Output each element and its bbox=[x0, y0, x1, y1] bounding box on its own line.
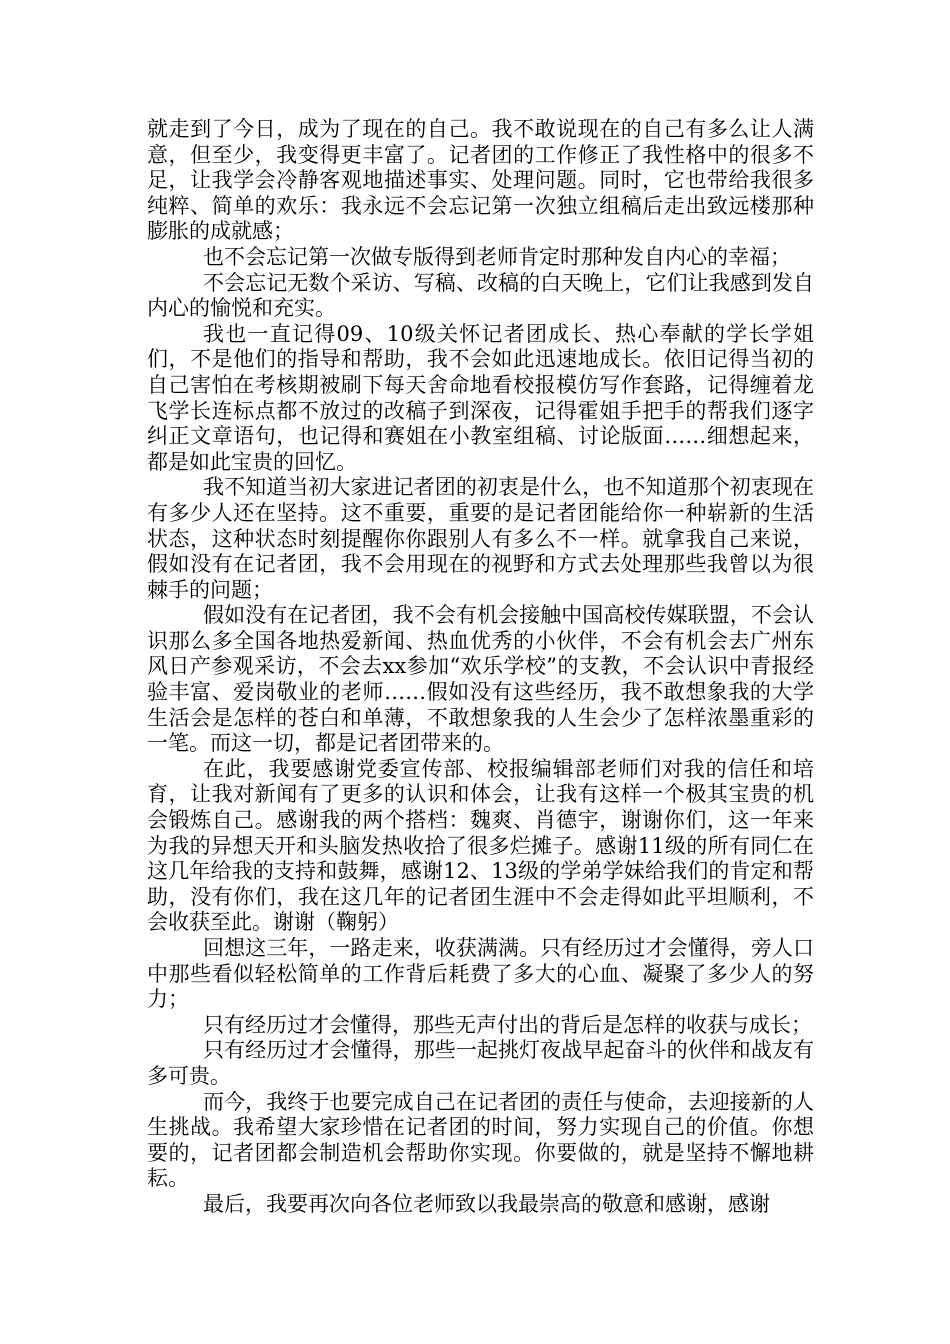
paragraph-6: 假如没有在记者团，我不会有机会接触中国高校传媒联盟，不会认识那么多全国各地热爱新闻、热血优秀的小伙伴，不会有机会去广州东风日产参观采访，不会去xx参加“欢乐学校”的支教，不会认识中青报经验丰富、爱岗敬业的老师……假如没有这些经历，我不敢想象我的大学生活会是怎样的苍白和单薄，不敢想象我的人生会少了怎样浓墨重彩的一笔。而这一切，都是记者团带来的。 bbox=[147, 603, 814, 756]
paragraph-3: 不会忘记无数个采访、写稿、改稿的白天晚上，它们让我感到发自内心的愉悦和充实。 bbox=[147, 270, 814, 321]
paragraph-12: 最后，我要再次向各位老师致以我最崇高的敬意和感谢，感谢 bbox=[203, 1191, 770, 1216]
paragraph-10: 只有经历过才会懂得，那些一起挑灯夜战早起奋斗的伙伴和战友有多可贵。 bbox=[147, 1038, 814, 1088]
paragraph-8: 回想这三年，一路走来，收获满满。只有经历过才会懂得，旁人口中那些看似轻松简单的工作背后耗费了多大的心血、凝聚了多少人的努力； bbox=[147, 936, 814, 1012]
paragraph-2: 也不会忘记第一次做专版得到老师肯定时那种发自内心的幸福； bbox=[203, 244, 791, 269]
paragraph-4: 我也一直记得09、10级关怀记者团成长、热心奉献的学长学姐们，不是他们的指导和帮助，我不会如此迅速地成长。依旧记得当初的自己害怕在考核期被刷下每天舍命地看校报模仿写作套路，记得缠着龙飞学长连标点都不放过的改稿子到深夜，记得霍姐手把手的帮我们逐字纠正文章语句，也记得和赛姐在小教室组稿、讨论版面……细想起来，都是如此宝贵的回忆。 bbox=[147, 321, 814, 474]
paragraph-11: 而今，我终于也要完成自己在记者团的责任与使命，去迎接新的人生挑战。我希望大家珍惜在记者团的时间，努力实现自己的价值。你想要的，记者团都会制造机会帮助你实现。你要做的，就是坚持不懈地耕耘。 bbox=[147, 1089, 814, 1191]
document-page bbox=[147, 117, 814, 1218]
paragraph-9: 只有经历过才会懂得，那些无声付出的背后是怎样的收获与成长； bbox=[203, 1012, 812, 1037]
paragraph-1: 就走到了今日，成为了现在的自己。我不敢说现在的自己有多么让人满意，但至少，我变得更丰富了。记者团的工作修正了我性格中的很多不足，让我学会冷静客观地描述事实、处理问题。同时，它也带给我很多纯粹、简单的欢乐：我永远不会忘记第一次独立组稿后走出致远楼那种膨胀的成就感； bbox=[147, 117, 814, 244]
paragraph-5: 我不知道当初大家进记者团的初衷是什么，也不知道那个初衷现在有多少人还在坚持。这不重要，重要的是记者团能给你一种崭新的生活状态，这种状态时刻提醒你你跟别人有多么不一样。就拿我自己来说，假如没有在记者团，我不会用现在的视野和方式去处理那些我曾以为很棘手的问题； bbox=[147, 475, 814, 602]
paragraph-7: 在此，我要感谢党委宣传部、校报编辑部老师们对我的信任和培育，让我对新闻有了更多的认识和体会，让我有这样一个极其宝贵的机会锻炼自己。感谢我的两个搭档：魏爽、肖德宇，谢谢你们，这一年来为我的异想天开和头脑发热收拾了很多烂摊子。感谢11级的所有同仁在这几年给我的支持和鼓舞，感谢12、13级的学弟学妹给我们的肯定和帮助，没有你们，我在这几年的记者团生涯中不会走得如此平坦顺利，不会收获至此。谢谢（鞠躬） bbox=[147, 756, 814, 935]
